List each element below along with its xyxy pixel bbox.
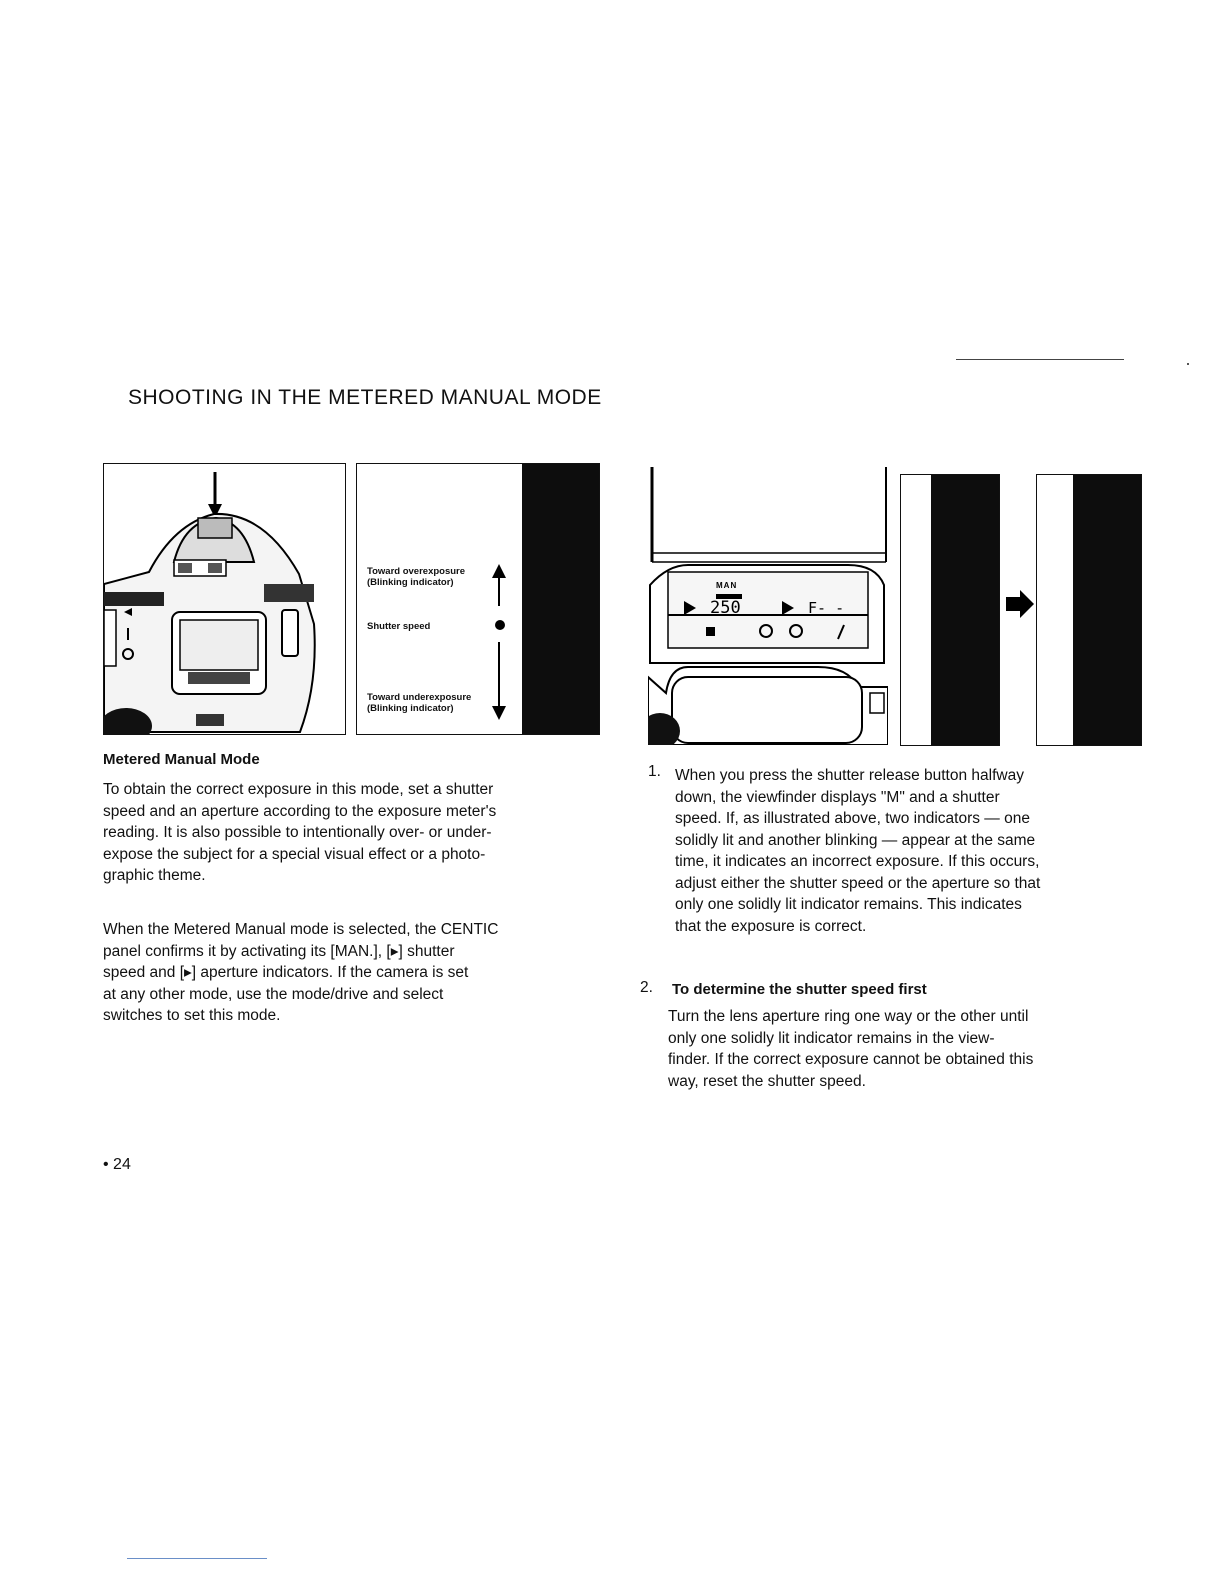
viewfinder-aperture-value: F- - xyxy=(808,599,845,617)
centic-panel-paragraph xyxy=(103,919,603,1027)
step-1-line: only one solidly lit indicator remains. This indicates xyxy=(675,896,1022,913)
intro-line: speed and an aperture according to the exposure meter's xyxy=(103,802,497,820)
viewfinder-edge-dark-bar xyxy=(522,464,599,734)
up-arrow-icon xyxy=(492,564,506,578)
intro-line: To obtain the correct exposure in this mode, set a shutter xyxy=(103,781,494,798)
viewfinder-shutter-value: 250 xyxy=(710,598,741,618)
down-arrow-icon xyxy=(492,706,506,720)
overexposure-label: Toward overexposure (Blinking indicator) xyxy=(367,566,466,588)
step-1-line: down, the viewfinder displays "M" and a shutter xyxy=(675,788,1000,806)
step-1-line: time, it indicates an incorrect exposure. If this occurs, xyxy=(675,853,1040,870)
top-dot xyxy=(1187,363,1189,365)
underexposure-label: Toward underexposure (Blinking indicator) xyxy=(367,692,472,714)
exposure-block-icon xyxy=(706,627,715,636)
camera-top-drawing xyxy=(104,464,345,734)
camera-top-illustration xyxy=(103,463,346,735)
metered-manual-mode-heading: Metered Manual Mode xyxy=(103,751,260,768)
centic-line: panel confirms it by activating its [MAN.], [▸] shutter xyxy=(103,942,455,960)
indicator-after-dark-bar xyxy=(1073,475,1141,745)
top-rule xyxy=(956,359,1124,360)
page-title: SHOOTING IN THE METERED MANUAL MODE xyxy=(128,386,602,409)
viewfinder-display-illustration xyxy=(648,467,888,745)
intro-line: expose the subject for a special visual effect or a photo- xyxy=(103,845,486,863)
viewfinder-mode-text: MAN xyxy=(716,581,738,590)
indicator-after-panel xyxy=(1036,474,1142,746)
shutter-indicator-dot xyxy=(495,620,505,630)
meter-indicator-scale xyxy=(487,560,517,725)
page-number: • 24 xyxy=(103,1156,131,1173)
exposure-meter-scale-diagram xyxy=(356,463,600,735)
shutter-speed-label: Shutter speed xyxy=(367,621,431,632)
intro-line: reading. It is also possible to intentionally over- or under- xyxy=(103,824,492,841)
step-2-line: way, reset the shutter speed. xyxy=(668,1072,866,1090)
indicator-before-dark-bar xyxy=(931,475,999,745)
intro-paragraph xyxy=(103,779,603,887)
footer-rule xyxy=(127,1558,267,1559)
centic-line: speed and [▸] aperture indicators. If the camera is set xyxy=(103,964,469,981)
viewfinder-drawing xyxy=(648,467,888,745)
step-1-number: 1. xyxy=(648,763,661,780)
step-1-line: speed. If, as illustrated above, two indicators — one xyxy=(675,810,1030,827)
step-2-text xyxy=(668,1006,1143,1092)
step-2-heading: To determine the shutter speed first xyxy=(672,981,927,998)
right-arrow-icon xyxy=(1004,588,1036,620)
step-1-line: When you press the shutter release button halfway xyxy=(675,767,1024,784)
step-2-number: 2. xyxy=(640,979,653,996)
step-1-line: solidly lit and another blinking — appear at the same xyxy=(675,831,1036,849)
intro-line: graphic theme. xyxy=(103,867,206,884)
step-2-line: finder. If the correct exposure cannot be obtained this xyxy=(668,1051,1034,1068)
step-1-line: that the exposure is correct. xyxy=(675,917,867,935)
indicator-before-panel xyxy=(900,474,1000,746)
centic-line: switches to set this mode. xyxy=(103,1007,281,1024)
step-2-line: only one solidly lit indicator remains in the view- xyxy=(668,1029,995,1047)
step-1-line: adjust either the shutter speed or the aperture so that xyxy=(675,874,1041,892)
centic-line: When the Metered Manual mode is selected, the CENTIC xyxy=(103,921,499,938)
centic-line: at any other mode, use the mode/drive and select xyxy=(103,985,444,1003)
step-2-line: Turn the lens aperture ring one way or the other until xyxy=(668,1008,1029,1025)
step-1-text xyxy=(675,765,1145,937)
